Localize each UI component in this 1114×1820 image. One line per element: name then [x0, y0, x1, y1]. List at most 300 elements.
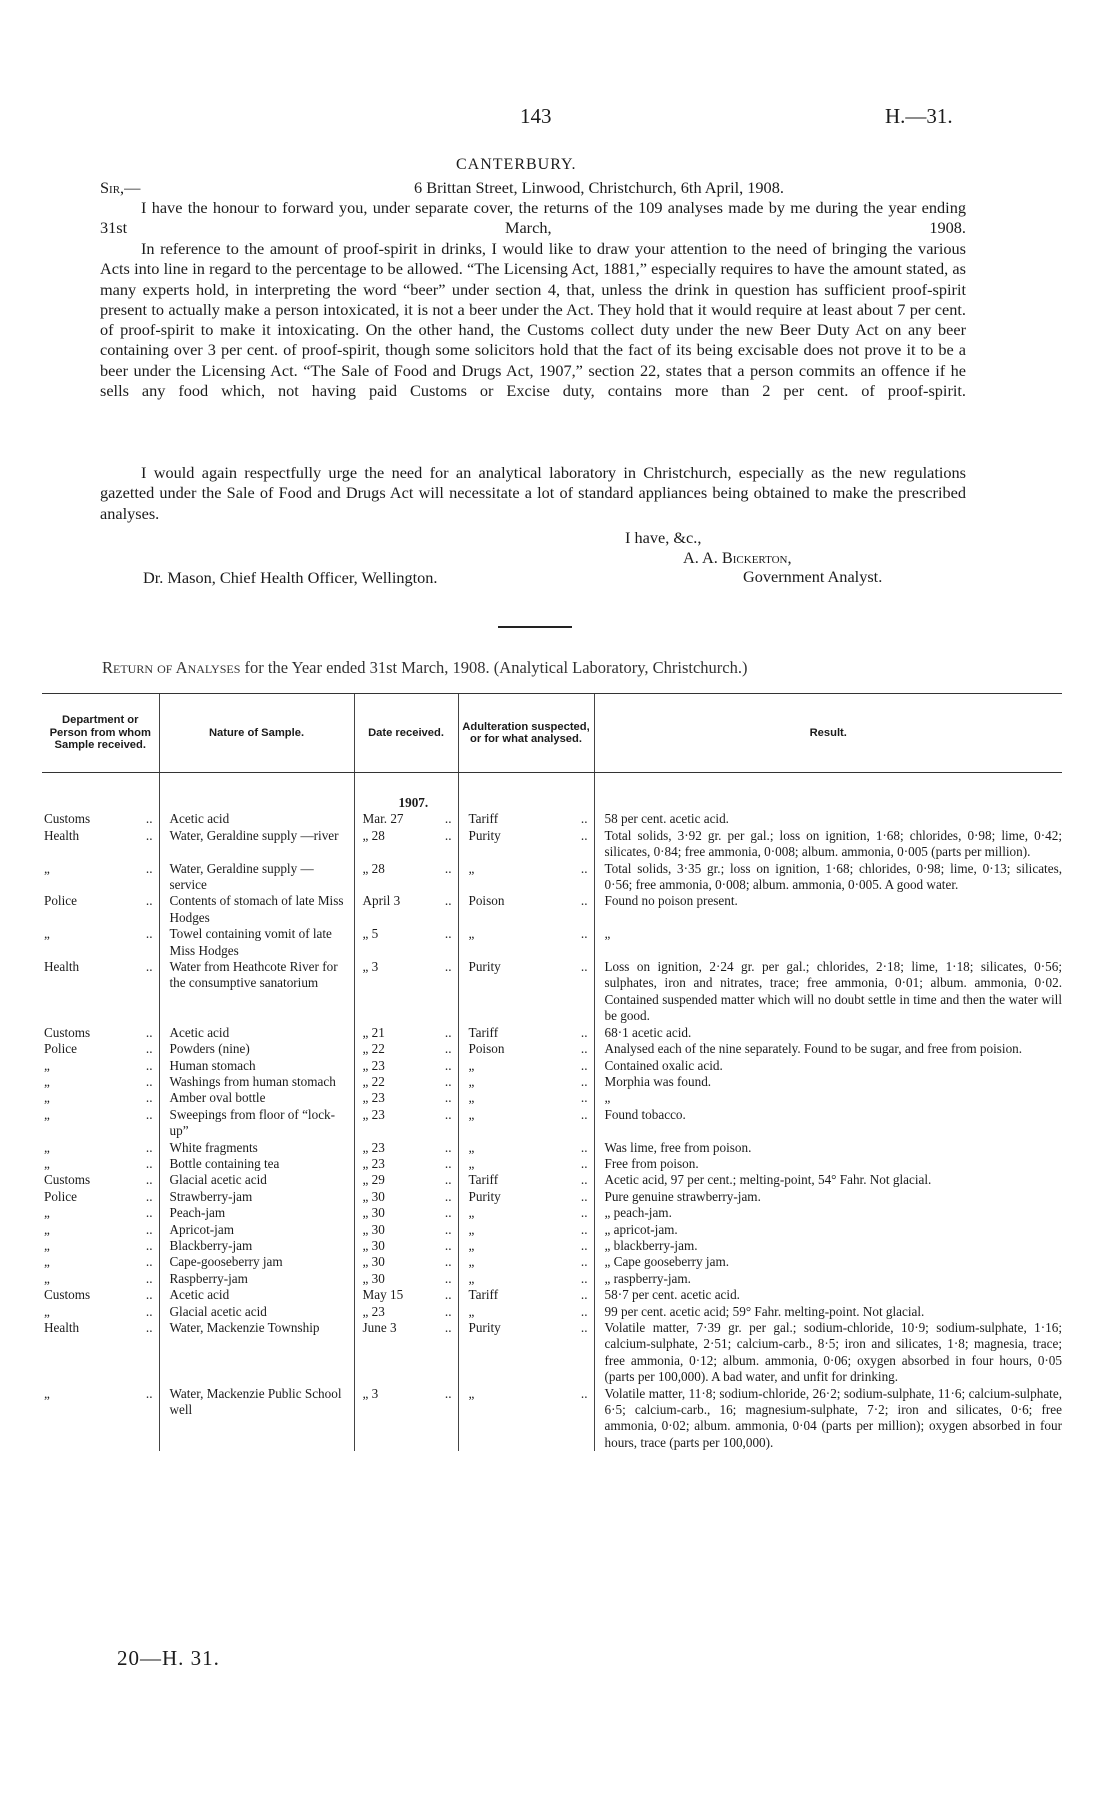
cell-department	[42, 1238, 159, 1254]
leader-dots: ..	[444, 1221, 452, 1237]
year-row	[42, 795, 1062, 811]
cell-adulteration	[458, 959, 594, 1025]
cell-date-text: „ 30	[362, 1254, 385, 1270]
cell-adulteration	[458, 1041, 594, 1057]
cell-adulteration-text: Purity	[468, 1320, 501, 1335]
cell-adulteration-text: „	[468, 1303, 475, 1319]
cell-result	[594, 1254, 1062, 1270]
leader-dots: ..	[145, 1090, 153, 1106]
cell-department-text: Customs	[44, 1172, 91, 1188]
cell-date	[354, 1058, 458, 1074]
header-department: Department or Person from whom Sample received.	[42, 694, 159, 773]
table-row	[42, 1320, 1062, 1386]
cell-department	[42, 1074, 159, 1090]
cell-result	[594, 1025, 1062, 1041]
cell-result-text: Found no poison present.	[604, 893, 738, 909]
leader-dots: ..	[145, 1221, 153, 1237]
cell-nature	[159, 1189, 354, 1205]
cell-adulteration-text: Tariff	[468, 1172, 499, 1188]
cell-date	[354, 1156, 458, 1172]
leader-dots: ..	[145, 1041, 153, 1057]
cell-adulteration-text: Tariff	[468, 1024, 499, 1040]
leader-dots: ..	[580, 827, 588, 843]
cell-department-text: „	[44, 1221, 50, 1237]
cell-date-text: „ 30	[362, 1221, 385, 1237]
cell-adulteration	[458, 828, 594, 861]
page-footer-reference: 20—H. 31.	[117, 1646, 220, 1670]
leader-dots: ..	[145, 1205, 153, 1221]
leader-dots: ..	[145, 1073, 153, 1089]
cell-adulteration	[458, 1238, 594, 1254]
cell-result-text: Was lime, free from poison.	[604, 1139, 752, 1155]
cell-nature-text: Glacial acetic acid	[169, 1303, 267, 1319]
cell-date-text: „ 30	[362, 1188, 385, 1204]
cell-department	[42, 1386, 159, 1452]
cell-date-text: „ 23	[362, 1106, 385, 1122]
letter-closing: I have, &c.,	[625, 528, 702, 547]
cell-date-text: „ 23	[362, 1090, 385, 1106]
cell-date-text: „ 30	[362, 1205, 385, 1221]
cell-date-text: „ 23	[362, 1155, 385, 1171]
cell-result	[594, 1304, 1062, 1320]
cell-date-text: „ 23	[362, 1057, 385, 1073]
leader-dots: ..	[145, 1057, 153, 1073]
leader-dots: ..	[145, 1237, 153, 1253]
cell-department-text: „	[44, 860, 50, 876]
leader-dots: ..	[444, 1188, 452, 1204]
cell-department-text: Health	[44, 959, 80, 975]
leader-dots: ..	[444, 1270, 452, 1286]
leader-dots: ..	[580, 1073, 588, 1089]
leader-dots: ..	[145, 1254, 153, 1270]
cell-date-text: „ 28	[362, 827, 385, 843]
cell-result	[594, 1041, 1062, 1057]
cell-adulteration-text: „	[468, 1139, 475, 1155]
leader-dots: ..	[444, 1205, 452, 1221]
leader-dots: ..	[145, 1172, 153, 1188]
cell-date-text: „ 30	[362, 1237, 385, 1253]
leader-dots: ..	[444, 1041, 452, 1057]
table-row	[42, 1271, 1062, 1287]
cell-date	[354, 1386, 458, 1452]
cell-result	[594, 1107, 1062, 1140]
leader-dots: ..	[444, 893, 452, 909]
cell-date-text: June 3	[362, 1320, 397, 1335]
leader-dots: ..	[580, 959, 588, 975]
cell-result	[594, 1156, 1062, 1172]
cell-result	[594, 1074, 1062, 1090]
cell-date-text: „ 30	[362, 1270, 385, 1286]
cell-nature-text: Blackberry-jam	[169, 1237, 253, 1253]
cell-adulteration-text: Poison	[468, 893, 505, 909]
table-row	[42, 861, 1062, 894]
cell-department	[42, 959, 159, 1025]
cell-department	[42, 1304, 159, 1320]
cell-department-text: „	[44, 1303, 50, 1319]
cell-department	[42, 1140, 159, 1156]
cell-adulteration-text: Tariff	[468, 1287, 499, 1303]
cell-nature	[159, 1254, 354, 1270]
return-caption	[102, 658, 747, 678]
cell-department-text: „	[44, 1057, 50, 1073]
leader-dots: ..	[580, 811, 588, 827]
cell-nature-text: Strawberry-jam	[169, 1188, 253, 1204]
cell-nature-text: Glacial acetic acid	[169, 1172, 267, 1188]
cell-result	[594, 811, 1062, 827]
cell-nature	[159, 1287, 354, 1303]
leader-dots: ..	[145, 1188, 153, 1204]
cell-nature	[159, 1090, 354, 1106]
cell-department-text: „	[44, 1237, 50, 1253]
cell-date-text: Mar. 27	[362, 811, 404, 827]
leader-dots: ..	[145, 860, 153, 876]
cell-department-text: „	[44, 926, 50, 942]
leader-dots: ..	[580, 926, 588, 942]
leader-dots: ..	[444, 1106, 452, 1122]
cell-date-text: „ 22	[362, 1073, 385, 1089]
cell-nature-text: Acetic acid	[169, 811, 230, 827]
cell-nature	[159, 893, 354, 926]
leader-dots: ..	[444, 1303, 452, 1319]
cell-date-text: „ 22	[362, 1041, 385, 1057]
cell-department	[42, 1222, 159, 1238]
cell-nature-text: White fragments	[169, 1139, 258, 1155]
cell-department-text: „	[44, 1090, 50, 1106]
cell-nature	[159, 1205, 354, 1221]
addressee: Dr. Mason, Chief Health Officer, Wellington.	[143, 568, 438, 587]
cell-adulteration	[458, 1025, 594, 1041]
cell-result-text: 58·7 per cent. acetic acid.	[604, 1287, 740, 1303]
cell-date	[354, 1090, 458, 1106]
table-row	[42, 1090, 1062, 1106]
cell-date	[354, 1320, 458, 1386]
cell-nature	[159, 1222, 354, 1238]
cell-result-text: Volatile matter, 11·8; sodium-chloride, 26·2; sodium-sulphate, 11·6; calcium-sulphate, 6·5; calcium-carb., 16; magnesium-sulphate, 7·2; iron and silicates, 0·6; free ammonia, 0·02; album. ammonia, 0·04 (parts per million); oxygen absorbed in four hours, trace (parts per 100,000).	[604, 1385, 1062, 1450]
leader-dots: ..	[580, 1041, 588, 1057]
table-row	[42, 1025, 1062, 1041]
cell-result-text: Total solids, 3·92 gr. per gal.; loss on ignition, 1·68; chlorides, 0·98; lime, 0·42; silicates, 0·84; free ammonia, 0·008; album. ammonia, 0·005 (parts per million).	[604, 827, 1062, 860]
cell-nature	[159, 926, 354, 959]
cell-result	[594, 893, 1062, 926]
cell-date	[354, 959, 458, 1025]
cell-nature-text: Water from Heathcote River for the consumptive sanatorium	[169, 959, 338, 991]
cell-adulteration-text: „	[468, 1254, 475, 1270]
cell-nature-text: Water, Mackenzie Township	[169, 1320, 320, 1335]
cell-date-text: „ 23	[362, 1303, 385, 1319]
leader-dots: ..	[145, 1287, 153, 1303]
cell-nature-text: Water, Mackenzie Public School well	[169, 1385, 342, 1418]
table-header-row	[42, 694, 1062, 773]
cell-result-text: Total solids, 3·35 gr.; loss on ignition, 1·68; chlorides, 0·98; lime, 0·13; silicates, 0·56; free ammonia, 0·008; album. ammonia, 0·005. A good water.	[604, 860, 1062, 893]
cell-adulteration-text: „	[468, 1270, 475, 1286]
cell-adulteration	[458, 1287, 594, 1303]
letter-paragraph-3: I would again respectfully urge the need for an analytical laboratory in Christchurch, especially as the new regulations gazetted under the Sale of Food and Drugs Act will necessitate a lot of standard appliances being obtained to make the prescribed analyses.	[100, 463, 966, 523]
cell-department-text: „	[44, 1254, 50, 1270]
cell-result-text: Volatile matter, 7·39 gr. per gal.; sodium-chloride, 10·9; sodium-sulphate, 1·16; calcium-sulphate, 2·51; calcium-carb., 8·5; iron and silicates, 1·8; magnesia, trace; free ammonia, 0·12; album. ammonia, 0·06; oxygen absorbed in four hours, 0·05 (parts per 100,000). A bad water, and unfit for drinking.	[604, 1320, 1062, 1385]
cell-adulteration	[458, 1172, 594, 1188]
cell-adulteration-text: Tariff	[468, 811, 499, 827]
table-row	[42, 1238, 1062, 1254]
leader-dots: ..	[580, 1057, 588, 1073]
cell-result	[594, 1386, 1062, 1452]
parliamentary-paper-reference: H.—31.	[885, 104, 953, 128]
cell-nature	[159, 1304, 354, 1320]
leader-dots: ..	[145, 1270, 153, 1286]
cell-department	[42, 1205, 159, 1221]
leader-dots: ..	[444, 1024, 452, 1040]
cell-adulteration-text: „	[468, 1106, 475, 1122]
cell-result-text: „ blackberry-jam.	[604, 1237, 698, 1253]
cell-date	[354, 1304, 458, 1320]
cell-date	[354, 1025, 458, 1041]
cell-nature	[159, 828, 354, 861]
cell-date	[354, 1238, 458, 1254]
cell-nature	[159, 959, 354, 1025]
cell-nature	[159, 1041, 354, 1057]
salutation: Sir,—	[100, 178, 141, 197]
table-row	[42, 1205, 1062, 1221]
cell-adulteration	[458, 1254, 594, 1270]
leader-dots: ..	[580, 1270, 588, 1286]
header-nature: Nature of Sample.	[159, 694, 354, 773]
cell-result-text: „	[604, 926, 611, 942]
leader-dots: ..	[580, 1385, 588, 1401]
leader-dots: ..	[580, 1172, 588, 1188]
leader-dots: ..	[145, 1303, 153, 1319]
header-result: Result.	[594, 694, 1062, 773]
cell-result	[594, 1287, 1062, 1303]
leader-dots: ..	[580, 1155, 588, 1171]
cell-department	[42, 1271, 159, 1287]
leader-dots: ..	[580, 1221, 588, 1237]
cell-department	[42, 893, 159, 926]
cell-adulteration	[458, 861, 594, 894]
cell-department-text: „	[44, 1385, 50, 1401]
cell-result-text: 58 per cent. acetic acid.	[604, 811, 729, 827]
cell-department	[42, 1287, 159, 1303]
table-row	[42, 959, 1062, 1025]
signer-name: A. A. Bickerton,	[683, 548, 792, 567]
cell-date	[354, 1041, 458, 1057]
cell-result-text: Found tobacco.	[604, 1106, 686, 1122]
cell-nature-text: Contents of stomach of late Miss Hodges	[169, 893, 344, 925]
cell-adulteration-text: „	[468, 1155, 475, 1171]
return-caption-lead: Return of Analyses	[102, 658, 241, 677]
cell-department	[42, 1320, 159, 1386]
leader-dots: ..	[580, 1287, 588, 1303]
cell-nature-text: Towel containing vomit of late Miss Hodges	[169, 926, 332, 958]
analyses-return-table	[42, 693, 1062, 1451]
cell-department-text: „	[44, 1205, 50, 1221]
cell-nature-text: Cape-gooseberry jam	[169, 1254, 283, 1270]
leader-dots: ..	[580, 1106, 588, 1122]
cell-adulteration	[458, 1205, 594, 1221]
cell-adulteration	[458, 811, 594, 827]
cell-result	[594, 1222, 1062, 1238]
table-row	[42, 811, 1062, 827]
cell-department-text: Police	[44, 1041, 77, 1057]
cell-date-text: „ 3	[362, 959, 379, 975]
leader-dots: ..	[444, 926, 452, 942]
cell-adulteration-text: „	[468, 860, 475, 876]
cell-nature	[159, 1107, 354, 1140]
leader-dots: ..	[444, 1139, 452, 1155]
cell-adulteration	[458, 1271, 594, 1287]
cell-department	[42, 1254, 159, 1270]
cell-date	[354, 828, 458, 861]
cell-date-text: „ 29	[362, 1172, 385, 1188]
cell-department-text: Health	[44, 827, 80, 843]
leader-dots: ..	[145, 1155, 153, 1171]
cell-result	[594, 1172, 1062, 1188]
table-row	[42, 893, 1062, 926]
cell-result-text: 68·1 acetic acid.	[604, 1024, 692, 1040]
cell-nature	[159, 1386, 354, 1452]
leader-dots: ..	[580, 1237, 588, 1253]
cell-date-text: „ 3	[362, 1385, 379, 1401]
leader-dots: ..	[580, 1205, 588, 1221]
table-row	[42, 1140, 1062, 1156]
cell-result	[594, 828, 1062, 861]
cell-nature	[159, 1320, 354, 1386]
cell-result-text: Morphia was found.	[604, 1073, 712, 1089]
cell-nature-text: Water, Geraldine supply —service	[169, 860, 314, 893]
leader-dots: ..	[444, 1287, 452, 1303]
leader-dots: ..	[580, 1024, 588, 1040]
cell-date-text: „ 23	[362, 1139, 385, 1155]
leader-dots: ..	[444, 1073, 452, 1089]
cell-nature-text: Powders (nine)	[169, 1041, 250, 1057]
table-row	[42, 1386, 1062, 1452]
cell-department-text: „	[44, 1155, 50, 1171]
table-row	[42, 926, 1062, 959]
cell-nature	[159, 861, 354, 894]
cell-department-text: Customs	[44, 1287, 91, 1303]
cell-department	[42, 828, 159, 861]
cell-result-text: Pure genuine strawberry-jam.	[604, 1188, 761, 1204]
cell-adulteration-text: „	[468, 1073, 475, 1089]
cell-date	[354, 893, 458, 926]
cell-department-text: Police	[44, 893, 77, 909]
cell-adulteration-text: „	[468, 1090, 475, 1106]
cell-adulteration-text: „	[468, 1205, 475, 1221]
cell-nature-text: Human stomach	[169, 1057, 256, 1073]
cell-adulteration-text: „	[468, 1237, 475, 1253]
table-row	[42, 1041, 1062, 1057]
cell-department	[42, 1156, 159, 1172]
section-divider	[498, 626, 572, 628]
cell-adulteration-text: Purity	[468, 959, 501, 975]
cell-department	[42, 1090, 159, 1106]
cell-result	[594, 1271, 1062, 1287]
cell-adulteration	[458, 1320, 594, 1386]
cell-date	[354, 1189, 458, 1205]
leader-dots: ..	[444, 1090, 452, 1106]
cell-nature-text: Acetic acid	[169, 1024, 230, 1040]
leader-dots: ..	[444, 1057, 452, 1073]
cell-date	[354, 1172, 458, 1188]
cell-nature-text: Bottle containing tea	[169, 1155, 280, 1171]
cell-department	[42, 1172, 159, 1188]
cell-department-text: Health	[44, 1320, 80, 1335]
signer-title: Government Analyst.	[743, 567, 883, 586]
cell-nature	[159, 1172, 354, 1188]
header-date: Date received.	[354, 694, 458, 773]
return-caption-rest: for the Year ended 31st March, 1908. (Analytical Laboratory, Christchurch.)	[240, 658, 748, 677]
cell-department	[42, 1041, 159, 1057]
cell-nature	[159, 1140, 354, 1156]
leader-dots: ..	[580, 860, 588, 876]
leader-dots: ..	[145, 1106, 153, 1122]
cell-result-text: Free from poison.	[604, 1155, 699, 1171]
cell-nature-text: Peach-jam	[169, 1205, 226, 1221]
leader-dots: ..	[444, 1172, 452, 1188]
cell-adulteration-text: Purity	[468, 1188, 501, 1204]
cell-department	[42, 1058, 159, 1074]
leader-dots: ..	[145, 1024, 153, 1040]
cell-department-text: „	[44, 1270, 50, 1286]
cell-department	[42, 1107, 159, 1140]
cell-nature	[159, 1025, 354, 1041]
cell-result	[594, 861, 1062, 894]
leader-dots: ..	[580, 1139, 588, 1155]
table-row	[42, 1172, 1062, 1188]
cell-adulteration-text: Purity	[468, 827, 501, 843]
cell-result-text: „ Cape gooseberry jam.	[604, 1254, 730, 1270]
cell-result	[594, 959, 1062, 1025]
cell-department	[42, 811, 159, 827]
cell-date	[354, 1222, 458, 1238]
cell-result	[594, 1058, 1062, 1074]
leader-dots: ..	[444, 1254, 452, 1270]
table-row	[42, 1058, 1062, 1074]
cell-result	[594, 926, 1062, 959]
leader-dots: ..	[444, 1320, 452, 1335]
year-label: 1907.	[398, 795, 429, 810]
cell-nature-text: Water, Geraldine supply —river	[169, 827, 339, 843]
cell-result-text: Acetic acid, 97 per cent.; melting-point, 54° Fahr. Not glacial.	[604, 1172, 932, 1188]
cell-date-text: May 15	[362, 1287, 404, 1303]
cell-adulteration	[458, 1058, 594, 1074]
cell-result-text: 99 per cent. acetic acid; 59° Fahr. melting-point. Not glacial.	[604, 1303, 925, 1319]
letter-paragraph-1: I have the honour to forward you, under separate cover, the returns of the 109 analyses made by me during the year ending 31st March, 1908.	[100, 198, 966, 238]
leader-dots: ..	[444, 827, 452, 843]
cell-date	[354, 1271, 458, 1287]
cell-department-text: „	[44, 1139, 50, 1155]
cell-department	[42, 861, 159, 894]
cell-nature	[159, 1058, 354, 1074]
cell-date-text: „ 21	[362, 1024, 385, 1040]
cell-department-text: Customs	[44, 1024, 91, 1040]
cell-date	[354, 1074, 458, 1090]
leader-dots: ..	[444, 1155, 452, 1171]
page-number: 143	[520, 104, 552, 128]
cell-adulteration-text: Poison	[468, 1041, 505, 1057]
leader-dots: ..	[580, 1303, 588, 1319]
leader-dots: ..	[444, 959, 452, 975]
cell-nature-text: Washings from human stomach	[169, 1073, 336, 1089]
cell-result	[594, 1189, 1062, 1205]
leader-dots: ..	[145, 811, 153, 827]
cell-date	[354, 1107, 458, 1140]
cell-result	[594, 1090, 1062, 1106]
cell-date	[354, 926, 458, 959]
header-adulteration: Adulteration suspected, or for what analysed.	[458, 694, 594, 773]
cell-date-text: „ 28	[362, 860, 385, 876]
cell-adulteration	[458, 1222, 594, 1238]
cell-department-text: „	[44, 1106, 50, 1122]
cell-adulteration	[458, 1090, 594, 1106]
